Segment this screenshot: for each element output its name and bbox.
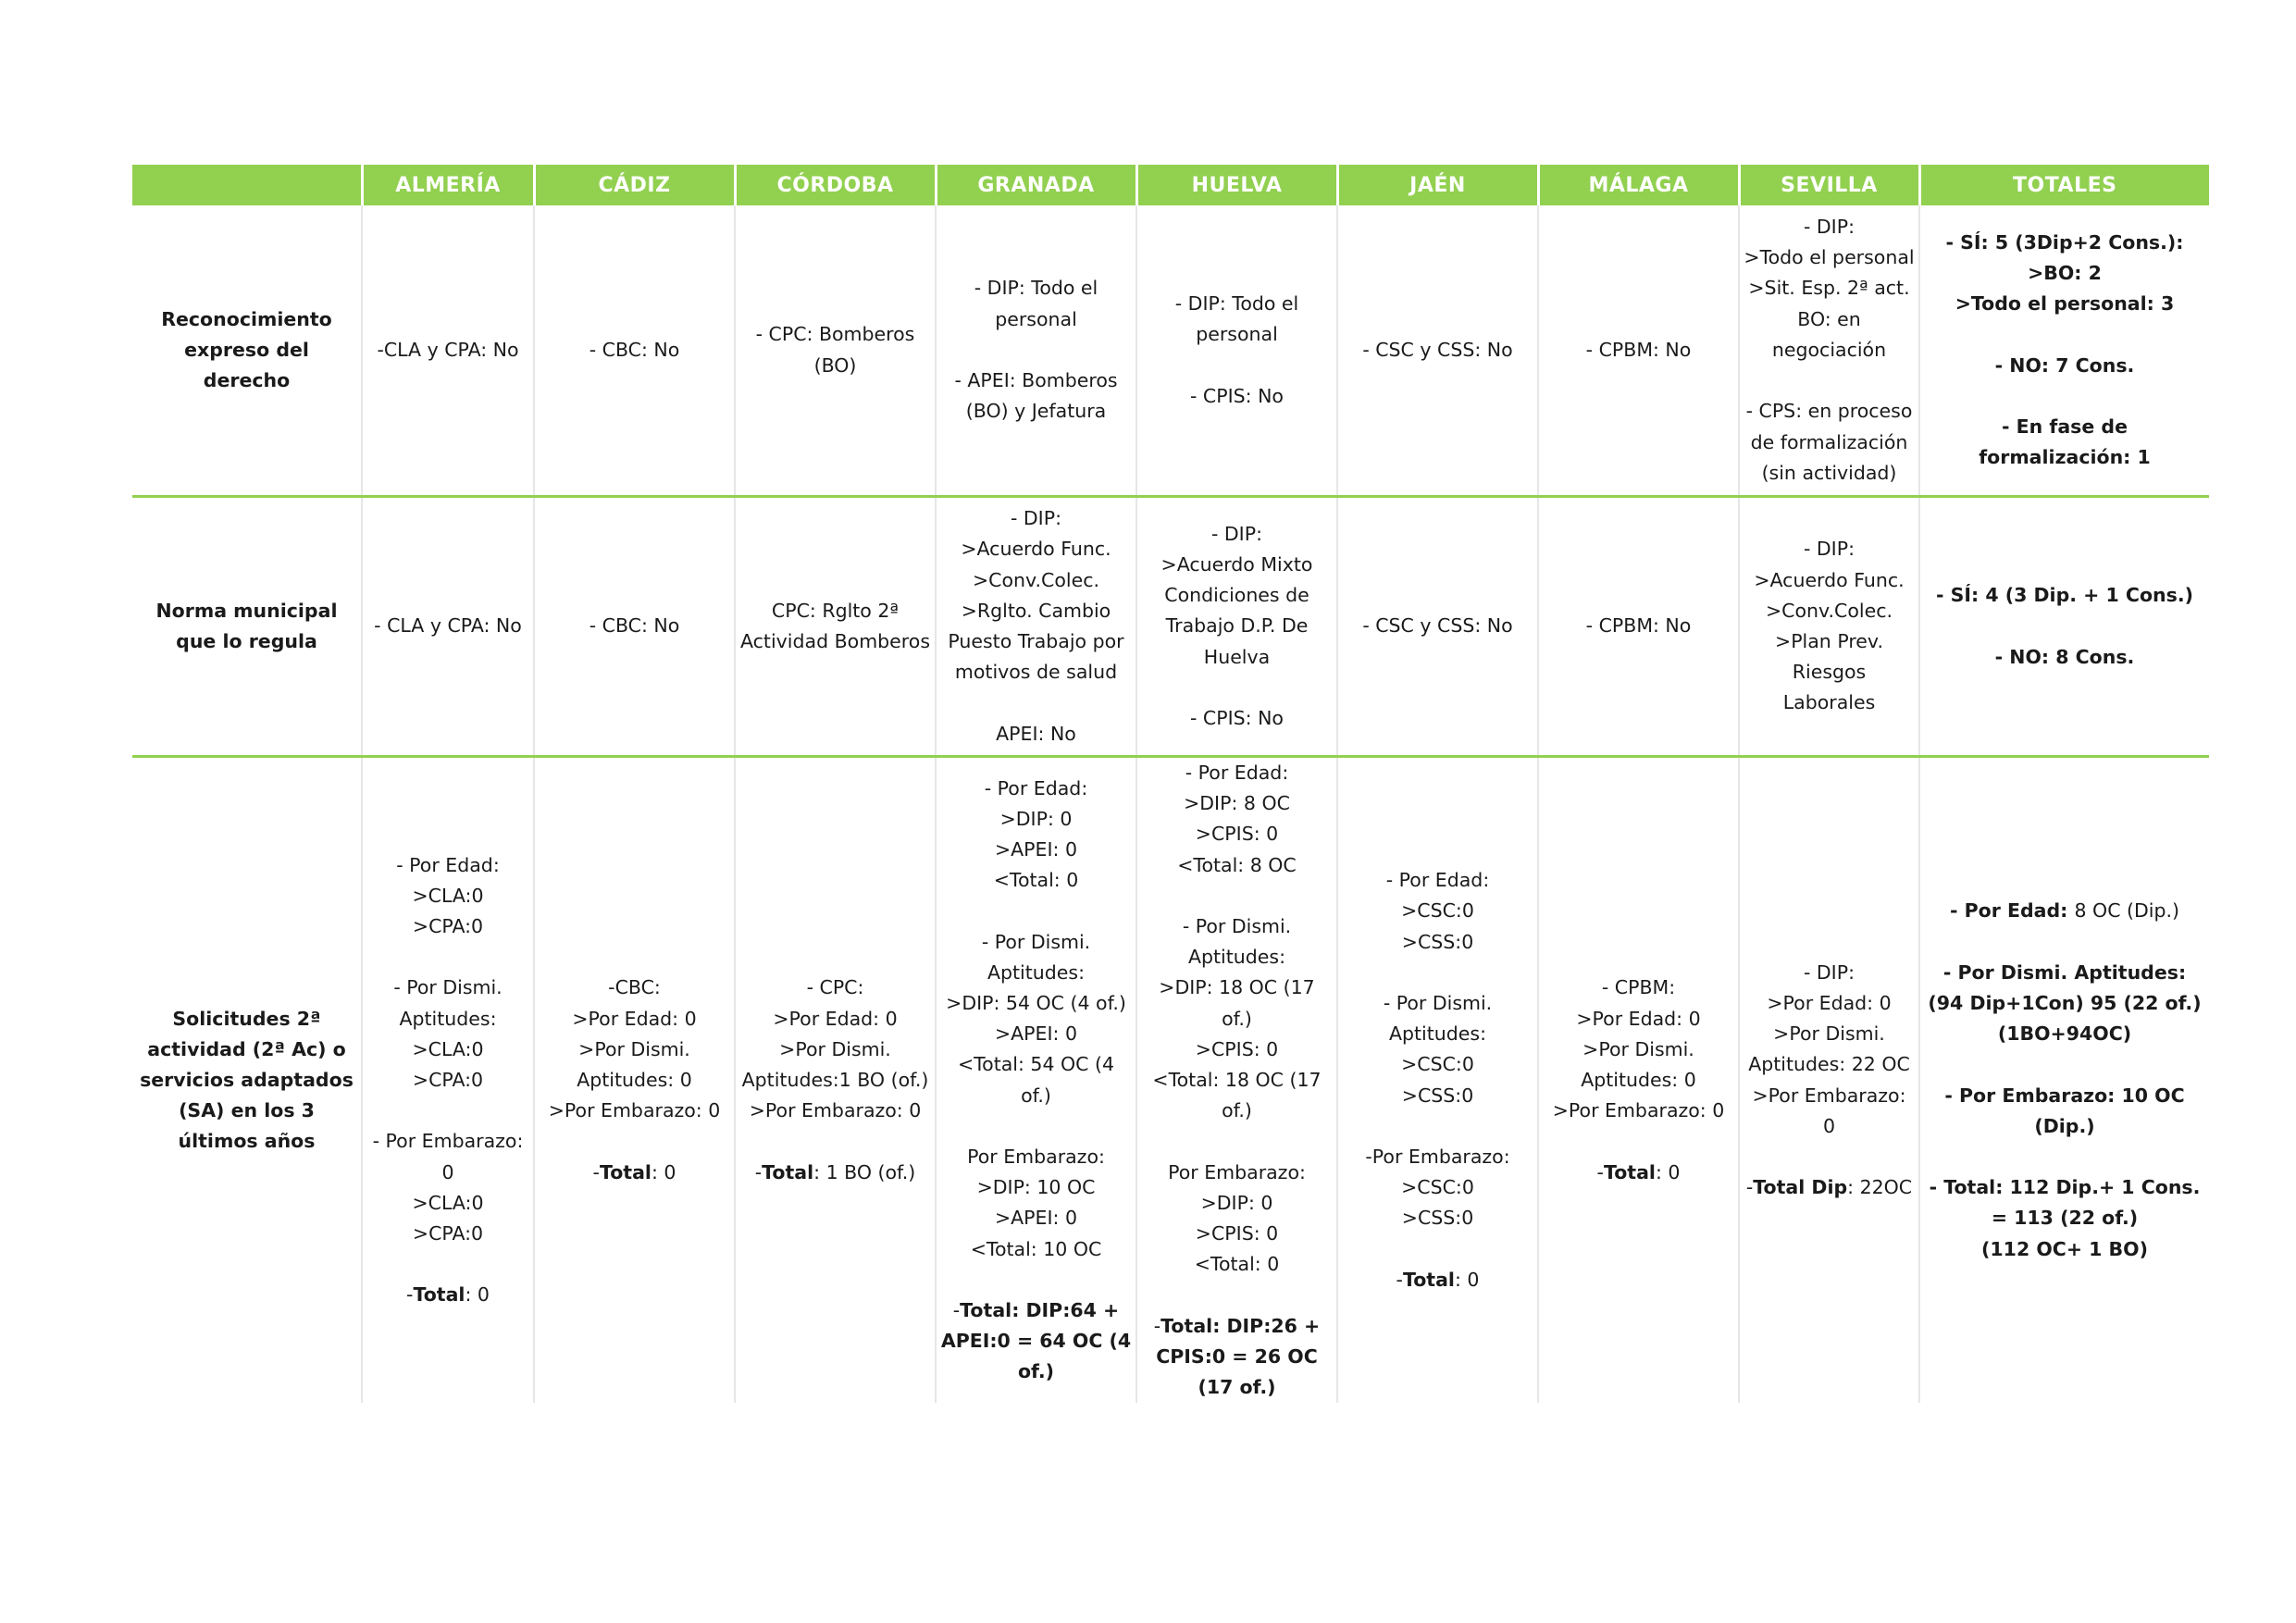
cell-cordoba: - CPC: Bomberos (BO)	[735, 205, 936, 497]
totales-edad-label: - Por Edad:	[1949, 899, 2075, 923]
total-label: Total	[1160, 1314, 1213, 1337]
total-value: : 0	[1454, 1268, 1480, 1291]
total-label: Total	[960, 1299, 1012, 1322]
total-prefix: -	[952, 1299, 961, 1322]
cell-huelva: - DIP: >Acuerdo Mixto Condiciones de Trabajo D.P. De Huelva - CPIS: No	[1136, 497, 1337, 757]
data-table	[132, 165, 2209, 1403]
cell-cadiz: - CBC: No	[534, 205, 735, 497]
cell-huelva: - DIP: Todo el personal - CPIS: No	[1136, 205, 1337, 497]
cell-body: - CPBM: >Por Edad: 0 >Por Dismi. Aptitudes: 0 >Por Embarazo: 0	[1552, 976, 1725, 1122]
totales-edad-value: 8 OC (Dip.)	[2074, 899, 2180, 923]
table-row-reconocimiento	[132, 205, 2209, 497]
cell-cordoba	[735, 757, 936, 1404]
total-value: : 22OC	[1847, 1176, 1913, 1199]
header-cadiz: CÁDIZ	[534, 165, 735, 205]
cell-almeria	[362, 757, 534, 1404]
cell-totales: - SÍ: 5 (3Dip+2 Cons.): >BO: 2 >Todo el personal: 3 - NO: 7 Cons. - En fase de formalización: 1	[1919, 205, 2209, 497]
cell-body: - Por Edad: >CSC:0 >CSS:0 - Por Dismi. Aptitudes: >CSC:0 >CSS:0 -Por Embarazo: >CSC:0 >CSS:0	[1365, 869, 1510, 1230]
row-label: Norma municipal que lo regula	[132, 497, 362, 757]
total-prefix: -	[406, 1283, 414, 1307]
table-row-norma	[132, 497, 2209, 757]
total-prefix: -	[1396, 1268, 1403, 1291]
header-corner	[132, 165, 362, 205]
cell-jaen	[1337, 757, 1538, 1404]
cell-cadiz	[534, 757, 735, 1404]
total-value: : 0	[465, 1283, 490, 1307]
row-label: Reconocimiento expreso del derecho	[161, 307, 332, 392]
cell-body: - Por Edad: >DIP: 0 >APEI: 0 <Total: 0 - Por Dismi. Aptitudes: >DIP: 54 OC (4 of.) >APEI: 0 <Total: 54 OC (4 of.) Por Embarazo: >DIP: 10 OC >APEI: 0 <Total: 10 OC	[946, 776, 1126, 1260]
header-sevilla: SEVILLA	[1739, 165, 1919, 205]
cell-almeria: - CLA y CPA: No	[362, 497, 534, 757]
cell-malaga: - CPBM: No	[1538, 497, 1739, 757]
total-label: Total	[1603, 1160, 1656, 1183]
row-label: Solicitudes 2ª actividad (2ª Ac) o servicios adaptados (SA) en los 3 últimos años	[132, 757, 362, 1404]
total-prefix: -	[1596, 1160, 1604, 1183]
total-prefix: -	[754, 1160, 763, 1183]
cell-body: - DIP: >Por Edad: 0 >Por Dismi. Aptitudes: 22 OC >Por Embarazo: 0	[1748, 960, 1910, 1137]
table-row-solicitudes	[132, 757, 2209, 1404]
cell-granada: - DIP: >Acuerdo Func. >Conv.Colec. >Rglto. Cambio Puesto Trabajo por motivos de salud APEI: No	[936, 497, 1136, 757]
total-value: : DIP:26 + CPIS:0 = 26 OC (17 of.)	[1156, 1314, 1321, 1399]
total-prefix: -	[592, 1160, 600, 1183]
total-label: Total Dip	[1753, 1176, 1848, 1199]
cell-malaga	[1538, 757, 1739, 1404]
cell-huelva	[1136, 757, 1337, 1404]
cell-body: - CPC: >Por Edad: 0 >Por Dismi. Aptitudes:1 BO (of.) >Por Embarazo: 0	[741, 976, 929, 1122]
total-prefix: -	[1745, 1176, 1754, 1199]
total-label: Total	[599, 1160, 652, 1183]
cell-granada	[936, 757, 1136, 1404]
total-value: : DIP:64 + APEI:0 = 64 OC (4 of.)	[940, 1299, 1132, 1383]
header-malaga: MÁLAGA	[1538, 165, 1739, 205]
total-value: : 1 BO (of.)	[813, 1160, 916, 1183]
header-huelva: HUELVA	[1136, 165, 1337, 205]
header-cordoba: CÓRDOBA	[735, 165, 936, 205]
cell-jaen: - CSC y CSS: No	[1337, 205, 1538, 497]
totales-rest: - Por Dismi. Aptitudes: (94 Dip+1Con) 95 (22 of.) (1BO+94OC) - Por Embarazo: 10 OC (Dip.) - Total: 112 Dip.+ 1 Cons. = 113 (22 of.) (112 OC+ 1 BO)	[1928, 960, 2202, 1260]
cell-body: - Por Edad: >DIP: 8 OC >CPIS: 0 <Total: 8 OC - Por Dismi. Aptitudes: >DIP: 18 OC (17 of.) >CPIS: 0 <Total: 18 OC (17 of.) Por Embarazo: >DIP: 0 >CPIS: 0 <Total: 0	[1152, 762, 1322, 1276]
header-totales: TOTALES	[1919, 165, 2209, 205]
cell-sevilla: - DIP: >Acuerdo Func. >Conv.Colec. >Plan Prev. Riesgos Laborales	[1739, 497, 1919, 757]
cell-jaen: - CSC y CSS: No	[1337, 497, 1538, 757]
cell-malaga: - CPBM: No	[1538, 205, 1739, 497]
header-row	[132, 165, 2209, 205]
cell-cadiz: - CBC: No	[534, 497, 735, 757]
cell-granada: - DIP: Todo el personal - APEI: Bomberos (BO) y Jefatura	[936, 205, 1136, 497]
cell-body: - Por Edad: >CLA:0 >CPA:0 - Por Dismi. Aptitudes: >CLA:0 >CPA:0 - Por Embarazo: 0 >CLA:0 >CPA:0	[372, 853, 524, 1245]
total-label: Total	[1402, 1268, 1455, 1291]
cell-body: -CBC: >Por Edad: 0 >Por Dismi. Aptitudes: 0 >Por Embarazo: 0	[548, 976, 721, 1122]
total-label: Total	[413, 1283, 465, 1307]
cell-sevilla: - DIP: >Todo el personal >Sit. Esp. 2ª act. BO: en negociación - CPS: en proceso de formalización (sin actividad)	[1739, 205, 1919, 497]
cell-totales: - SÍ: 4 (3 Dip. + 1 Cons.) - NO: 8 Cons.	[1919, 497, 2209, 757]
cell-totales	[1919, 757, 2209, 1404]
header-almeria: ALMERÍA	[362, 165, 534, 205]
cell-almeria: -CLA y CPA: No	[362, 205, 534, 497]
cell-cordoba: CPC: Rglto 2ª Actividad Bomberos	[735, 497, 936, 757]
total-prefix: -	[1153, 1314, 1161, 1337]
total-label: Total	[762, 1160, 814, 1183]
header-granada: GRANADA	[936, 165, 1136, 205]
cell-sevilla	[1739, 757, 1919, 1404]
total-value: : 0	[651, 1160, 676, 1183]
header-jaen: JAÉN	[1337, 165, 1538, 205]
total-value: : 0	[1655, 1160, 1681, 1183]
